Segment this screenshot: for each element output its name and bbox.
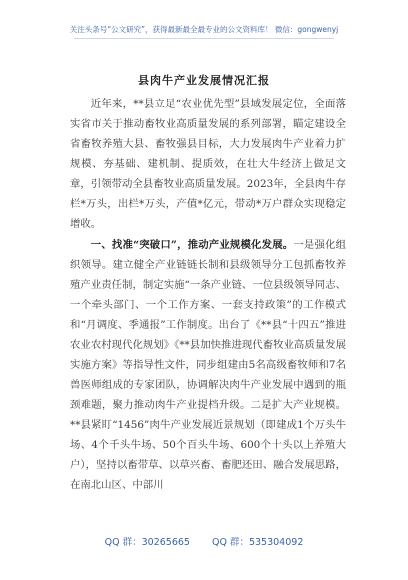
paragraph-intro-text: 近年来，**县立足“农业优先型”县域发展定位，全面落实省市关于推动畜牧业高质量发展的系列部署，瞄定建设全省畜牧养殖大县、畜牧强县目标，大力发展肉牛产业着力扩规模、夯基础、建机制、提质效，在壮大牛经济上做足文章，引领带动全县畜牧业高质量发展。2023年，全县肉牛存栏*万头，出栏*万头，产值*亿元，带动*万户群众实现稳定增收。 — [70, 98, 346, 230]
footer — [0, 534, 408, 548]
paragraph-section-1 — [70, 235, 346, 495]
paragraph-intro — [70, 94, 346, 234]
footer-qq-group-1: QQ 群：30265665 — [104, 537, 190, 548]
footer-qq-group-2: QQ 群：535304092 — [211, 537, 304, 548]
document-body — [70, 94, 346, 495]
section-heading: 一、找准“突破口”，推动产业规模化发展。 — [90, 239, 294, 251]
header-banner: 关注头条号“公文研究”，获得最新最全最专业的公文资料库！ 微信：gongwenyj — [69, 25, 339, 34]
header-divider — [74, 38, 334, 39]
paragraph-section-1-text: 一是强化组织领导。建立健全产业链链长制和县级领导分工包抓畜牧养殖产业责任制，制定实施“一条产业链、一位县级领导同志、一个牵头部门、一个工作方案、一套支持政策”的工作模式和“月调度、季通报”工作制度。出台了《**县“十四五”推进农业农村现代化规划》《**县加快推进现代畜牧业高质量发展实施方案》等指导性文件，同步组建由5名高级畜牧师和7名兽医师组成的专家团队，协调解决肉牛产业发展中遇到的瓶颈难题，聚力推动肉牛产业提档升级。二是扩大产业规模。**县紧盯“1456”肉牛产业发展近景规划（即建成1个万头牛场、4个千头牛场、50个百头牛场、600个十头以上养殖大户），坚持以畜带草、以草兴畜、畜肥还田、融合发展思路，在南北山区、中部川 — [70, 239, 347, 491]
document-title: 县肉牛产业发展情况汇报 — [138, 74, 270, 87]
